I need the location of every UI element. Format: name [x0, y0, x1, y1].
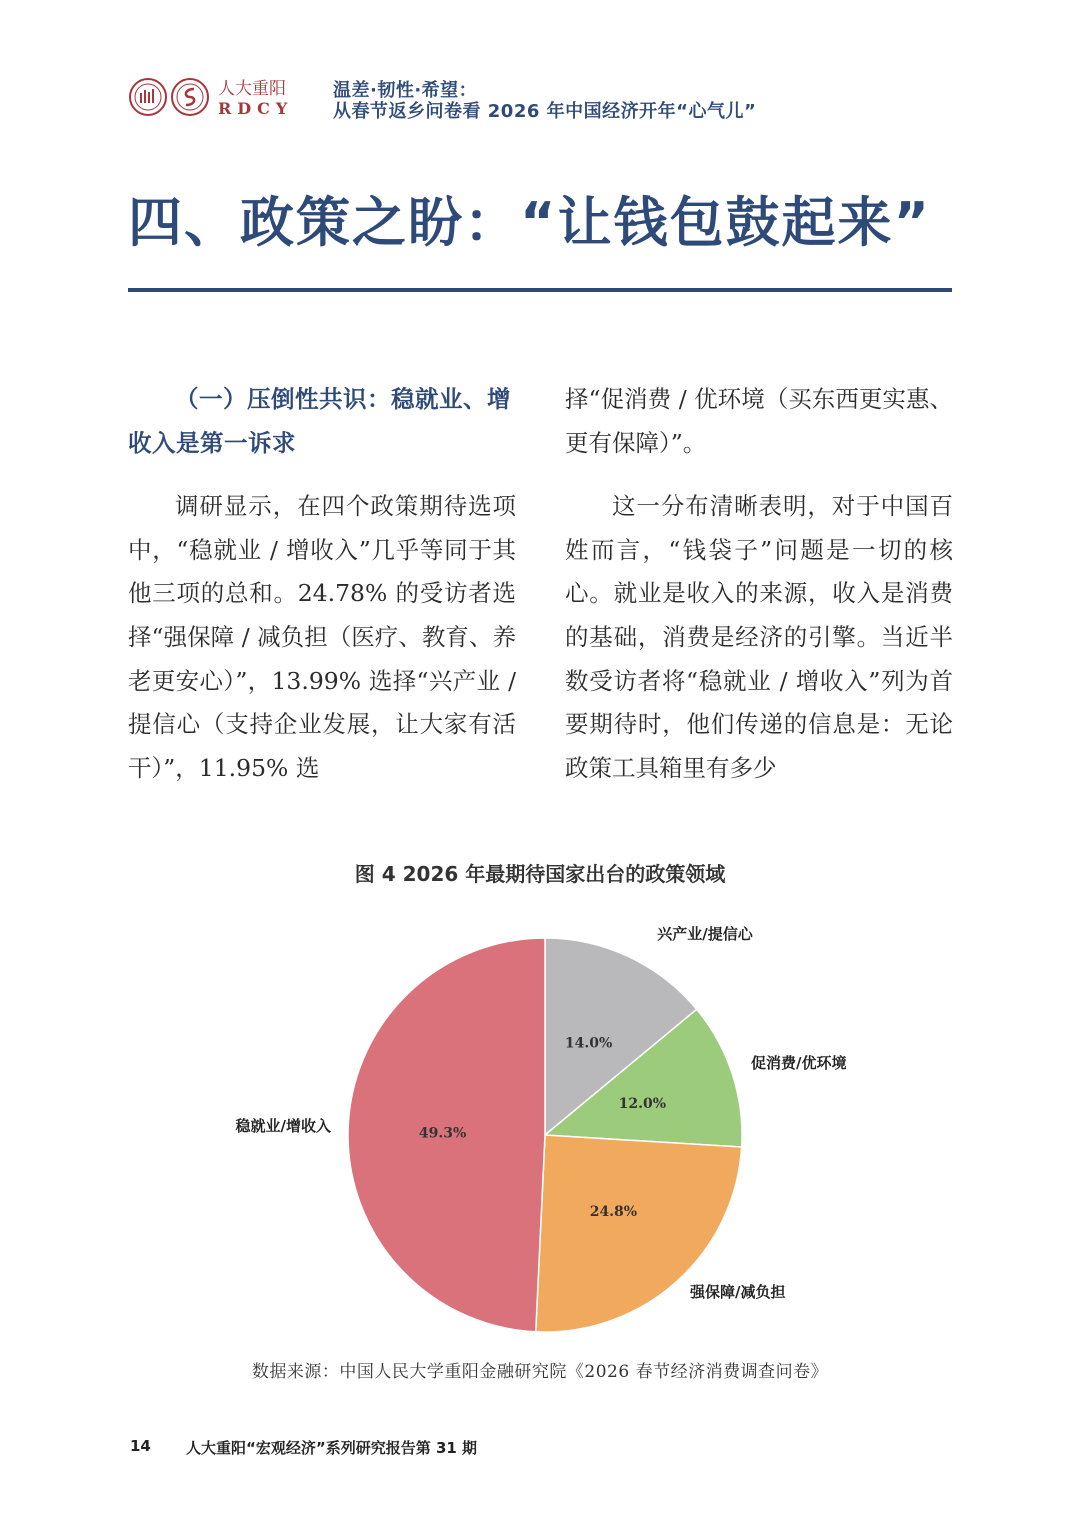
pie-slice	[536, 1135, 742, 1332]
pie-category-label: 兴产业/提信心	[657, 925, 753, 943]
right-column	[565, 378, 953, 790]
pie-category-label: 促消费/优环境	[751, 1054, 847, 1072]
left-paragraph: 调研显示，在四个政策期待选项中，“稳就业 / 增收入”几乎等同于其他三项的总和。24.78% 的受访者选择“强保障 / 减负担（医疗、教育、养老更安心）”，13.99% 选择“兴产业 / 提信心（支持企业发展，让大家有活干）”，11.95% 选	[128, 492, 516, 782]
left-column	[128, 378, 516, 790]
pie-value-label: 24.8%	[589, 1204, 638, 1221]
pie-value-label: 49.3%	[418, 1125, 467, 1142]
pie-category-label: 强保障/减负担	[690, 1283, 786, 1301]
figure-title: 图 4 2026 年最期待国家出台的政策领域	[354, 862, 726, 886]
header-title-line2: 从春节返乡问卷看 2026 年中国经济开年“心气儿”	[333, 101, 757, 122]
figure-source: 数据来源：中国人民大学重阳金融研究院《2026 春节经济消费调查问卷》	[251, 1362, 829, 1382]
pie-value-label: 14.0%	[564, 1035, 613, 1052]
logo-text-top: 人大重阳	[218, 79, 286, 99]
section-title: 四、政策之盼：“让钱包鼓起来”	[128, 191, 931, 254]
header-title-line1: 温差·韧性·希望：	[333, 80, 478, 101]
logo-text-bottom: RDCY	[218, 99, 294, 118]
pie-chart	[200, 905, 900, 1335]
title-divider	[128, 288, 952, 292]
right-continuation: 择“促消费 / 优环境（买东西更实惠、更有保障）”。	[565, 385, 953, 457]
subheading: （一）压倒性共识：稳就业、增收入是第一诉求	[128, 385, 511, 457]
right-paragraph: 这一分布清晰表明，对于中国百姓而言，“钱袋子”问题是一切的核心。就业是收入的来源，收入是消费的基础，消费是经济的引擎。当近半数受访者将“稳就业 / 增收入”列为首要期待时，他们传递的信息是：无论政策工具箱里有多少	[565, 492, 953, 782]
pie-value-label: 12.0%	[618, 1096, 667, 1113]
page-number: 14	[130, 1437, 151, 1455]
footer-series-text: 人大重阳“宏观经济”系列研究报告第 31 期	[186, 1439, 478, 1457]
rdcy-logo	[128, 76, 308, 118]
pie-category-label: 稳就业/增收入	[235, 1117, 331, 1135]
